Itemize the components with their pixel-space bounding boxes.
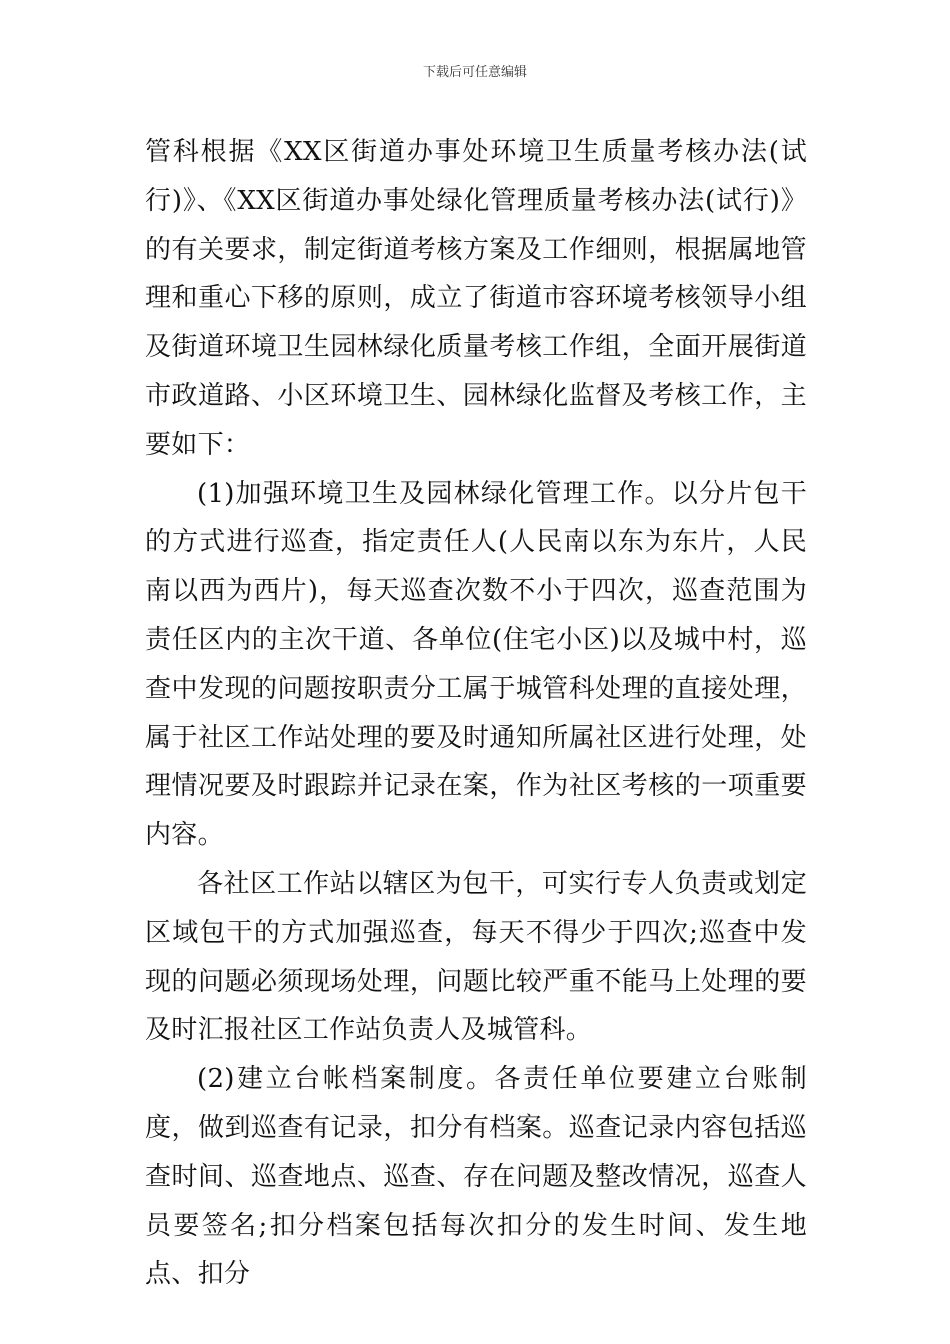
paragraph-intro: 管科根据《XX区街道办事处环境卫生质量考核办法(试行)》、《XX区街道办事处绿化管理质量考核办法(试行)》的有关要求，制定街道考核方案及工作细则，根据属地管理和重心下移的原则，成立了街道市容环境考核领导小组及街道环境卫生园林绿化质量考核工作组，全面开展街道市政道路、小区环境卫生、园林绿化监督及考核工作，主要如下： [145, 137, 807, 460]
paragraph-item-2: (2)建立台帐档案制度。各责任单位要建立台账制度，做到巡查有记录，扣分有档案。巡查记录内容包括巡查时间、巡查地点、巡查、存在问题及整改情况，巡查人员要签名;扣分档案包括每次扣分的发生时间、发生地点、扣分 [145, 1064, 807, 1290]
page-header: 下载后可任意编辑 [422, 65, 527, 80]
document-body [145, 128, 807, 1299]
paragraph-community-stations: 各社区工作站以辖区为包干，可实行专人负责或划定区域包干的方式加强巡查，每天不得少于四次;巡查中发现的问题必须现场处理，问题比较严重不能马上处理的要及时汇报社区工作站负责人及城管科。 [145, 868, 807, 1046]
paragraph-item-1: (1)加强环境卫生及园林绿化管理工作。以分片包干的方式进行巡查，指定责任人(人民南以东为东片，人民南以西为西片)，每天巡查次数不小于四次，巡查范围为责任区内的主次干道、各单位(住宅小区)以及城中村，巡查中发现的问题按职责分工属于城管科处理的直接处理，属于社区工作站处理的要及时通知所属社区进行处理，处理情况要及时跟踪并记录在案，作为社区考核的一项重要内容。 [145, 478, 807, 851]
